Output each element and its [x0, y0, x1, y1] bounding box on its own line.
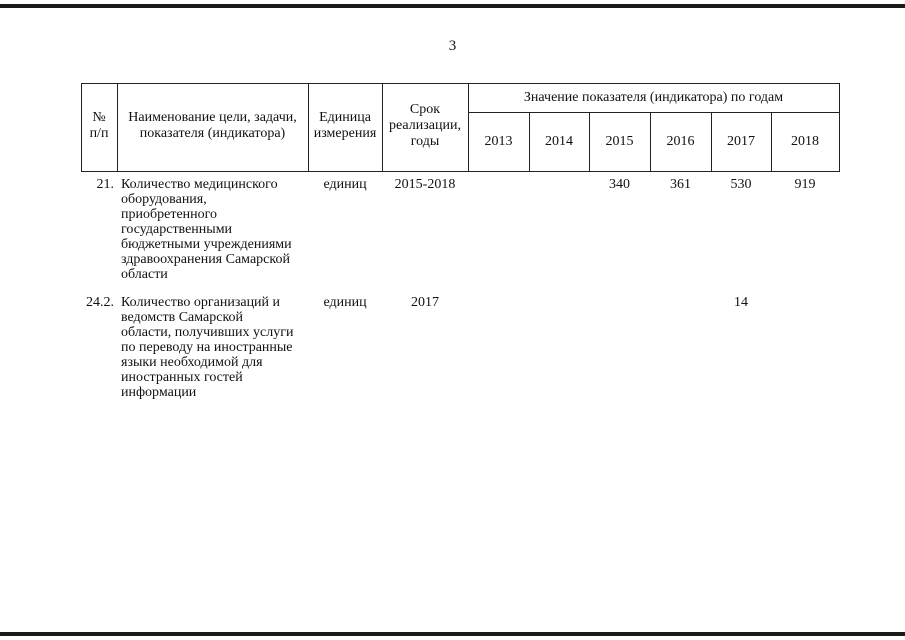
row-unit: единиц — [323, 177, 367, 192]
row-name: Количество организаций и ведомств Самарской области, получивших услуги по переводу на иностранные языки необходимой для иностранных гостей информации — [121, 295, 294, 400]
row-num: 21. — [96, 177, 114, 192]
row-value-2016: 361 — [670, 177, 691, 192]
page-number: 3 — [448, 38, 457, 54]
header-year-2013: 2013 — [484, 134, 513, 149]
header-year-2015: 2015 — [605, 134, 634, 149]
row-value-2017: 530 — [730, 177, 752, 192]
header-year-2016: 2016 — [666, 134, 695, 149]
row-value-2017: 14 — [734, 295, 748, 310]
row-value-2015: 340 — [609, 177, 630, 192]
col-divider — [839, 83, 840, 172]
row-period: 2015-2018 — [394, 177, 456, 192]
header-year-2014: 2014 — [545, 134, 573, 149]
table-border-top — [81, 83, 840, 84]
row-period: 2017 — [411, 295, 439, 310]
header-period: Срок реализации, годы — [389, 102, 461, 149]
row-unit: единиц — [323, 295, 367, 310]
row-value-2018: 919 — [794, 177, 816, 192]
row-name: Количество медицинского оборудования, приобретенного государственными бюджетными учреждениями здравоохранения Самарской области — [121, 177, 292, 282]
row-num: 24.2. — [86, 295, 114, 310]
header-year-2017: 2017 — [727, 134, 755, 149]
header-year-2018: 2018 — [791, 134, 819, 149]
year-group-divider — [468, 112, 840, 113]
header-bottom-border — [81, 171, 840, 172]
scan-border-bottom — [0, 632, 905, 636]
header-unit: Единица измерения — [313, 110, 377, 141]
header-name: Наименование цели, задачи, показателя (индикатора) — [128, 110, 297, 141]
header-num: № п/п — [89, 110, 109, 141]
header-values-group: Значение показателя (индикатора) по годам — [523, 90, 784, 105]
